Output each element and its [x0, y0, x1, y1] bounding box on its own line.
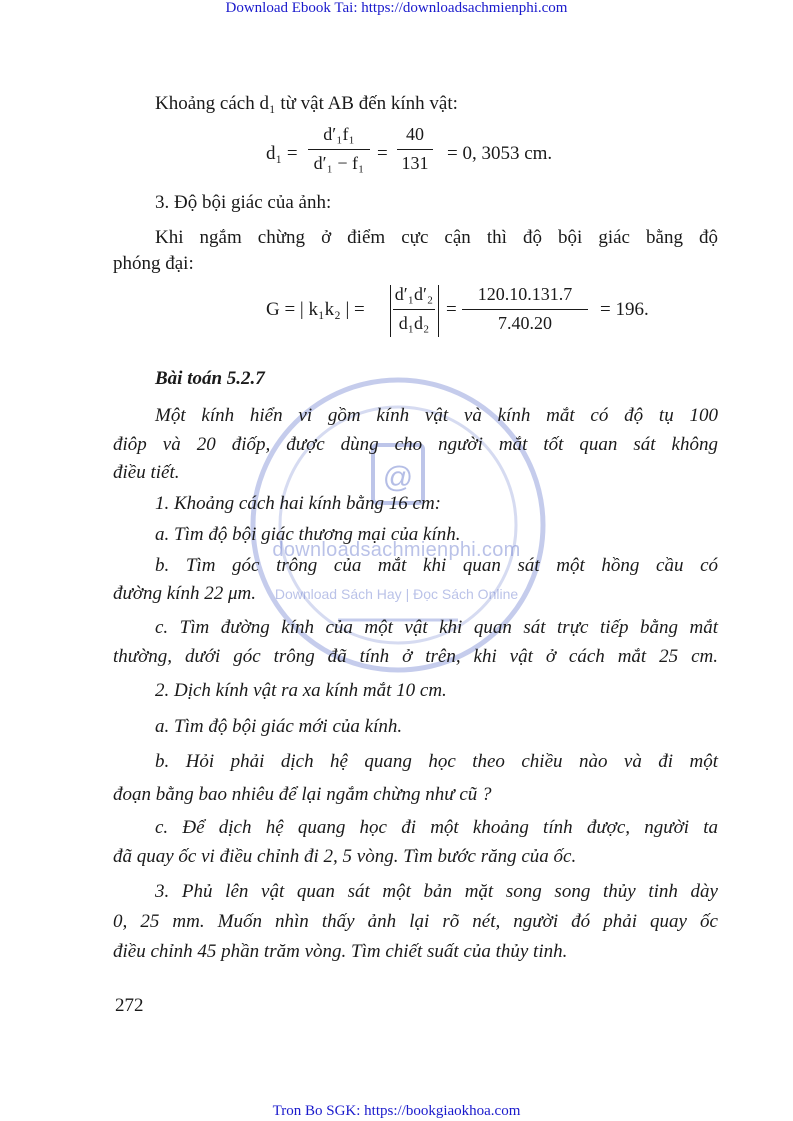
formula2-denominator: d₁d₂: [398, 313, 430, 333]
problem-line: 1. Khoảng cách hai kính bằng 16 cm:: [155, 493, 442, 514]
formula1-fraction2: [397, 124, 433, 174]
formula2-numerator2: 120.10.131.7: [477, 284, 573, 304]
formula2-denominator2: 7.40.20: [498, 313, 552, 333]
formula1-numerator2: 40: [406, 124, 424, 144]
formula2-numerator: d′₁d′₂: [394, 284, 434, 304]
paragraph-line: phóng đại:: [113, 253, 194, 274]
formula2-result: = 196.: [600, 299, 649, 320]
problem-line: đã quay ốc vi điều chỉnh đi 2, 5 vòng. Tìm bước răng của ốc.: [113, 846, 577, 867]
formula1-eq: =: [377, 143, 388, 164]
header-download-link[interactable]: Download Ebook Tai: https://downloadsachmienphi.com: [225, 0, 568, 16]
problem-line: b. Tìm góc trông của mắt khi quan sát một hồng cầu có: [155, 555, 718, 576]
problem-title: Bài toán 5.2.7: [155, 368, 265, 389]
formula1-result: = 0, 3053 cm.: [447, 143, 553, 164]
problem-line: 3. Phủ lên vật quan sát một bản mặt song song thủy tinh dày: [155, 881, 718, 902]
problem-line: 2. Dịch kính vật ra xa kính mắt 10 cm.: [155, 680, 447, 701]
formula2-lhs: G = | k₁k₂ | =: [266, 299, 365, 320]
formula1-lhs: d₁ =: [266, 143, 298, 164]
page-number: 272: [115, 995, 144, 1016]
formula1-denominator2: 131: [401, 153, 429, 173]
svg-text:@: @: [382, 461, 414, 494]
watermark-tagline: Download Sách Hay | Đọc Sách Online: [274, 586, 519, 602]
problem-line: điều chỉnh 45 phần trăm vòng. Tìm chiết suất của thủy tinh.: [113, 941, 568, 962]
formula2-eq: =: [446, 299, 457, 320]
item3-heading: 3. Độ bội giác của ảnh:: [155, 192, 332, 213]
problem-line: điều tiết.: [113, 462, 180, 483]
problem-line: đoạn bằng bao nhiêu để lại ngắm chừng như cũ ?: [113, 784, 492, 805]
problem-line: Một kính hiển vi gồm kính vật và kính mắt có độ tụ 100: [155, 405, 718, 426]
problem-line: b. Hỏi phải dịch hệ quang học theo chiều nào và đi một: [155, 751, 718, 772]
formula2-fraction: [393, 284, 435, 334]
formula1-numerator: d′₁f₁: [323, 124, 355, 144]
formula1-fraction: [308, 124, 370, 174]
formula1-denominator: d′₁ − f₁: [313, 153, 365, 173]
distance-d1-line: Khoảng cách d₁ từ vật AB đến kính vật:: [155, 93, 458, 114]
problem-line: đường kính 22 μm.: [113, 583, 256, 604]
problem-line: 0, 25 mm. Muốn nhìn thấy ảnh lại rõ nét, người đó phải quay ốc: [113, 911, 718, 932]
problem-line: điôp và 20 điốp, được dùng cho người mắt tốt quan sát không: [113, 434, 718, 455]
footer-sgk-link[interactable]: Tron Bo SGK: https://bookgiaokhoa.com: [272, 1103, 521, 1119]
problem-line: c. Để dịch hệ quang học đi một khoảng tính được, người ta: [155, 817, 718, 838]
problem-line: thường, dưới góc trông đã tính ở trên, khi vật ở cách mắt 25 cm.: [113, 646, 718, 667]
formula2-fraction2: [462, 284, 588, 334]
problem-line: c. Tìm đường kính của một vật khi quan sát trực tiếp bằng mắt: [155, 617, 718, 638]
problem-line: a. Tìm độ bội giác mới của kính.: [155, 716, 403, 737]
problem-line: a. Tìm độ bội giác thương mại của kính.: [155, 524, 461, 545]
watermark-site: downloadsachmienphi.com: [272, 539, 521, 561]
paragraph-line: Khi ngắm chừng ở điểm cực cận thì độ bội giác bằng độ: [155, 227, 718, 248]
